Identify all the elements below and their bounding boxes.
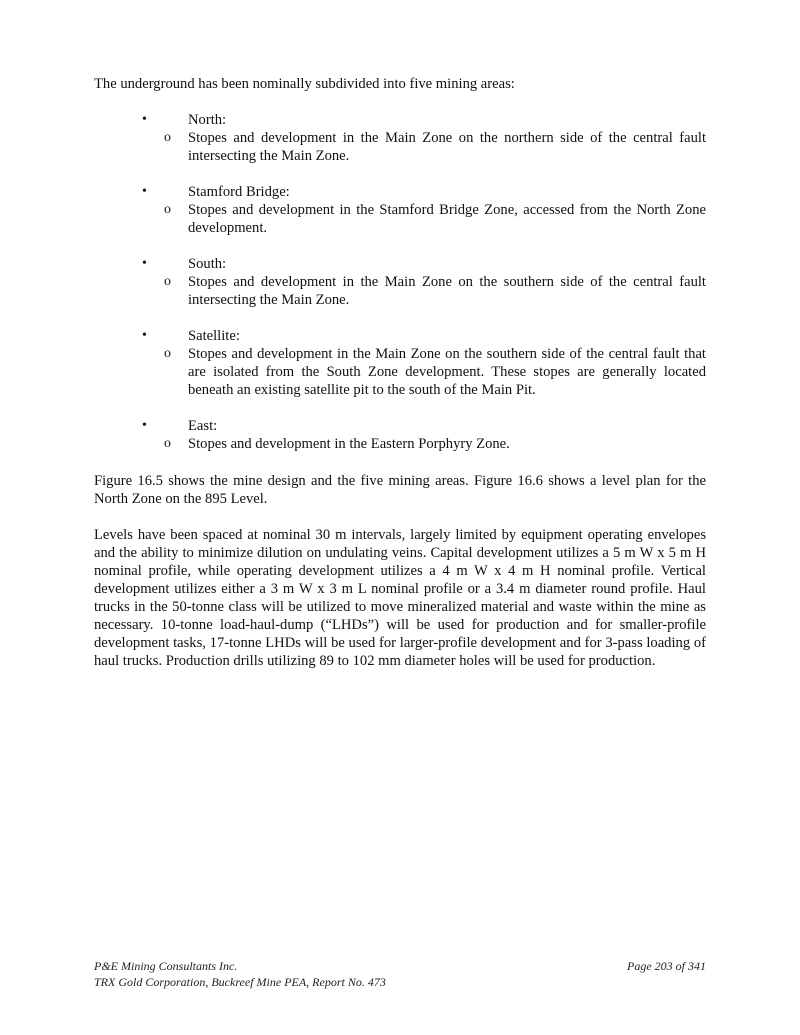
sub-bullet-icon: o xyxy=(164,436,171,451)
sub-bullet-icon: o xyxy=(164,274,171,289)
footer-report: TRX Gold Corporation, Buckreef Mine PEA, Report No. 473 xyxy=(94,975,386,989)
mining-area-east xyxy=(94,417,706,453)
mining-areas-list xyxy=(94,111,706,471)
mining-area-stamford-bridge xyxy=(94,183,706,237)
area-description: Stopes and development in the Main Zone on the southern side of the central fault intersecting the Main Zone. xyxy=(188,274,706,308)
sub-bullet-icon: o xyxy=(164,130,171,145)
mining-area-north xyxy=(94,111,706,165)
footer-line-2 xyxy=(94,974,706,990)
area-label: Satellite: xyxy=(188,328,240,344)
area-description: Stopes and development in the Main Zone on the southern side of the central fault that are isolated from the South Zone development. These stopes are generally located beneath an existing satellite pit to the south of the Main Pit. xyxy=(188,346,706,398)
area-label: Stamford Bridge: xyxy=(188,184,290,200)
levels-paragraph: Levels have been spaced at nominal 30 m intervals, largely limited by equipment operating envelopes and the ability to minimize dilution on undulating veins. Capital development utilizes a 5 m W x 5 m H nominal profile, while operating development utilizes a 4 m W x 4 m H nominal profile. Vertical development utilizes either a 3 m W x 3 m L nominal profile or a 3.4 m diameter round profile. Haul trucks in the 50-tonne class will be utilized to move mineralized material and waste within the mine as necessary. 10-tonne load-haul-dump (“LHDs”) will be used for production and for smaller-profile development tasks, 17-tonne LHDs will be used for larger-profile development and for 3-pass loading of haul trucks. Production drills utilizing 89 to 102 mm diameter holes will be used for production. xyxy=(94,527,706,669)
bullet-icon: • xyxy=(142,418,147,433)
bullet-icon: • xyxy=(142,328,147,343)
figures-paragraph: Figure 16.5 shows the mine design and the five mining areas. Figure 16.6 shows a level plan for the North Zone on the 895 Level. xyxy=(94,473,706,507)
mining-area-satellite xyxy=(94,327,706,399)
footer-page-number: Page 203 of 341 xyxy=(627,959,706,973)
area-label: South: xyxy=(188,256,227,272)
sub-bullet-icon: o xyxy=(164,346,171,361)
sub-bullet-icon: o xyxy=(164,202,171,217)
footer-line-1 xyxy=(94,958,706,974)
bullet-icon: • xyxy=(142,184,147,199)
area-label: North: xyxy=(188,112,227,128)
area-description: Stopes and development in the Stamford Bridge Zone, accessed from the North Zone development. xyxy=(188,202,706,236)
area-label: East: xyxy=(188,418,218,434)
area-description: Stopes and development in the Eastern Porphyry Zone. xyxy=(188,436,510,452)
mining-area-south xyxy=(94,255,706,309)
bullet-icon: • xyxy=(142,112,147,127)
area-description: Stopes and development in the Main Zone on the northern side of the central fault intersecting the Main Zone. xyxy=(188,130,706,164)
bullet-icon: • xyxy=(142,256,147,271)
footer-company: P&E Mining Consultants Inc. xyxy=(94,959,238,973)
intro-paragraph: The underground has been nominally subdivided into five mining areas: xyxy=(94,76,515,92)
